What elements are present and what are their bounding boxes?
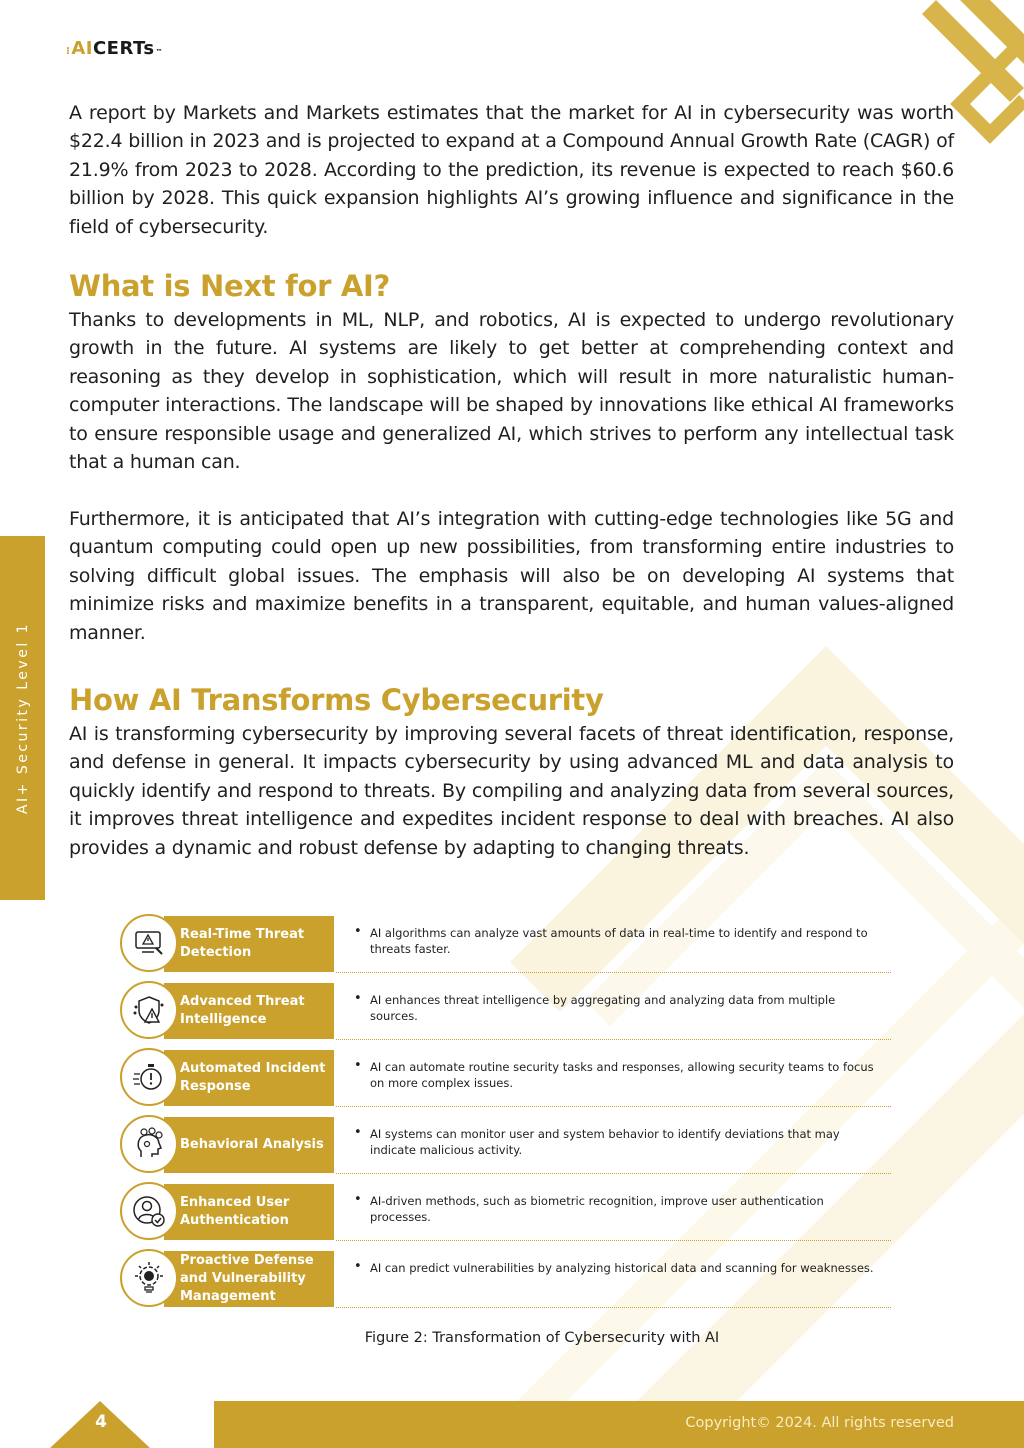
how-section (69, 682, 954, 862)
copyright-text: Copyright© 2024. All rights reserved (685, 1415, 954, 1431)
figure-label: Advanced Threat Intelligence (164, 983, 334, 1039)
paragraph-future-growth: Thanks to developments in ML, NLP, and robotics, AI is expected to undergo revolutionary growth in the future. AI systems are likely to get better at comprehending context and reasoning as they develop in sophistication, which will result in more naturalistic human-computer interactions. The landscape will be shaped by innovations like ethical AI frameworks to ensure responsible usage and generalized AI, which strives to perform any intellectual task that a human can. (69, 309, 954, 474)
logo-trademark: ™ (155, 48, 164, 56)
heading-what-is-next: What is Next for AI? (69, 269, 391, 303)
paragraph-transforming: AI is transforming cybersecurity by improving several facets of threat identification, response, and defense in general. It impacts cybersecurity by using advanced ML and data analysis to quickly identify and respond to threats. By compiling and analyzing data from several sources, it improves threat intelligence and expedites incident response to deal with breaches. AI also provides a dynamic and robust defense by adapting to changing threats. (69, 723, 954, 859)
heading-how-ai-transforms: How AI Transforms Cybersecurity (69, 683, 604, 717)
monitor-warning-icon (120, 914, 178, 972)
figure-description: • AI can automate routine security tasks and responses, allowing security teams to focus on more complex issues. (336, 1050, 891, 1107)
figure-label: Real-Time Threat Detection (164, 916, 334, 972)
figure-description: • AI-driven methods, such as biometric recognition, improve user authentication processes. (336, 1184, 891, 1241)
figure-row (118, 1047, 898, 1114)
gear-bulb-icon (120, 1249, 178, 1307)
side-tab (0, 536, 45, 900)
aicerts-logo (66, 38, 163, 59)
figure-description: • AI systems can monitor user and system behavior to identify deviations that may indicate malicious activity. (336, 1117, 891, 1174)
figure-row (118, 913, 898, 980)
figure-caption: Figure 2: Transformation of Cybersecurity with AI (364, 1330, 720, 1346)
page-number: 4 (95, 1412, 107, 1432)
figure-label: Enhanced User Authentication (164, 1184, 334, 1240)
logo-prefix: AI (71, 38, 93, 59)
logo-name: CERTs (92, 38, 155, 59)
figure-description: • AI enhances threat intelligence by aggregating and analyzing data from multiple sources. (336, 983, 891, 1040)
user-check-icon (120, 1182, 178, 1240)
furthermore-section (69, 505, 954, 647)
figure-description: • AI algorithms can analyze vast amounts of data in real-time to identify and respond to threats faster. (336, 916, 891, 973)
stopwatch-alert-icon (120, 1048, 178, 1106)
transformation-figure (118, 913, 898, 1315)
next-section (69, 268, 954, 476)
paragraph-market-report: A report by Markets and Markets estimates that the market for AI in cybersecurity was worth $22.4 billion in 2023 and is projected to expand at a Compound Annual Growth Rate (CAGR) of 21.9% from 2023 to 2028. According to the prediction, its revenue is expected to reach $60.6 billion by 2028. This quick expansion highlights AI’s growing influence and significance in the field of cybersecurity. (69, 102, 954, 238)
logo-mark-icon: ⁝ (66, 46, 71, 57)
figure-row (118, 1114, 898, 1181)
footer-bar (214, 1401, 1024, 1448)
figure-row (118, 1248, 898, 1315)
intro-section (69, 99, 954, 241)
figure-row (118, 980, 898, 1047)
figure-description: • AI can predict vulnerabilities by analyzing historical data and scanning for weaknesses. (336, 1251, 891, 1308)
head-emotions-icon (120, 1115, 178, 1173)
figure-label: Proactive Defense and Vulnerability Management (164, 1251, 334, 1307)
shield-warning-icon (120, 981, 178, 1039)
side-tab-label: AI+ Security Level 1 (14, 621, 31, 815)
paragraph-integration: Furthermore, it is anticipated that AI’s integration with cutting-edge technologies like 5G and quantum computing could open up new possibilities, from transforming entire industries to solving difficult global issues. The emphasis will also be on developing AI systems that minimize risks and maximize benefits in a transparent, equitable, and human values-aligned manner. (69, 508, 954, 644)
figure-row (118, 1181, 898, 1248)
figure-label: Automated Incident Response (164, 1050, 334, 1106)
figure-label: Behavioral Analysis (164, 1117, 334, 1173)
